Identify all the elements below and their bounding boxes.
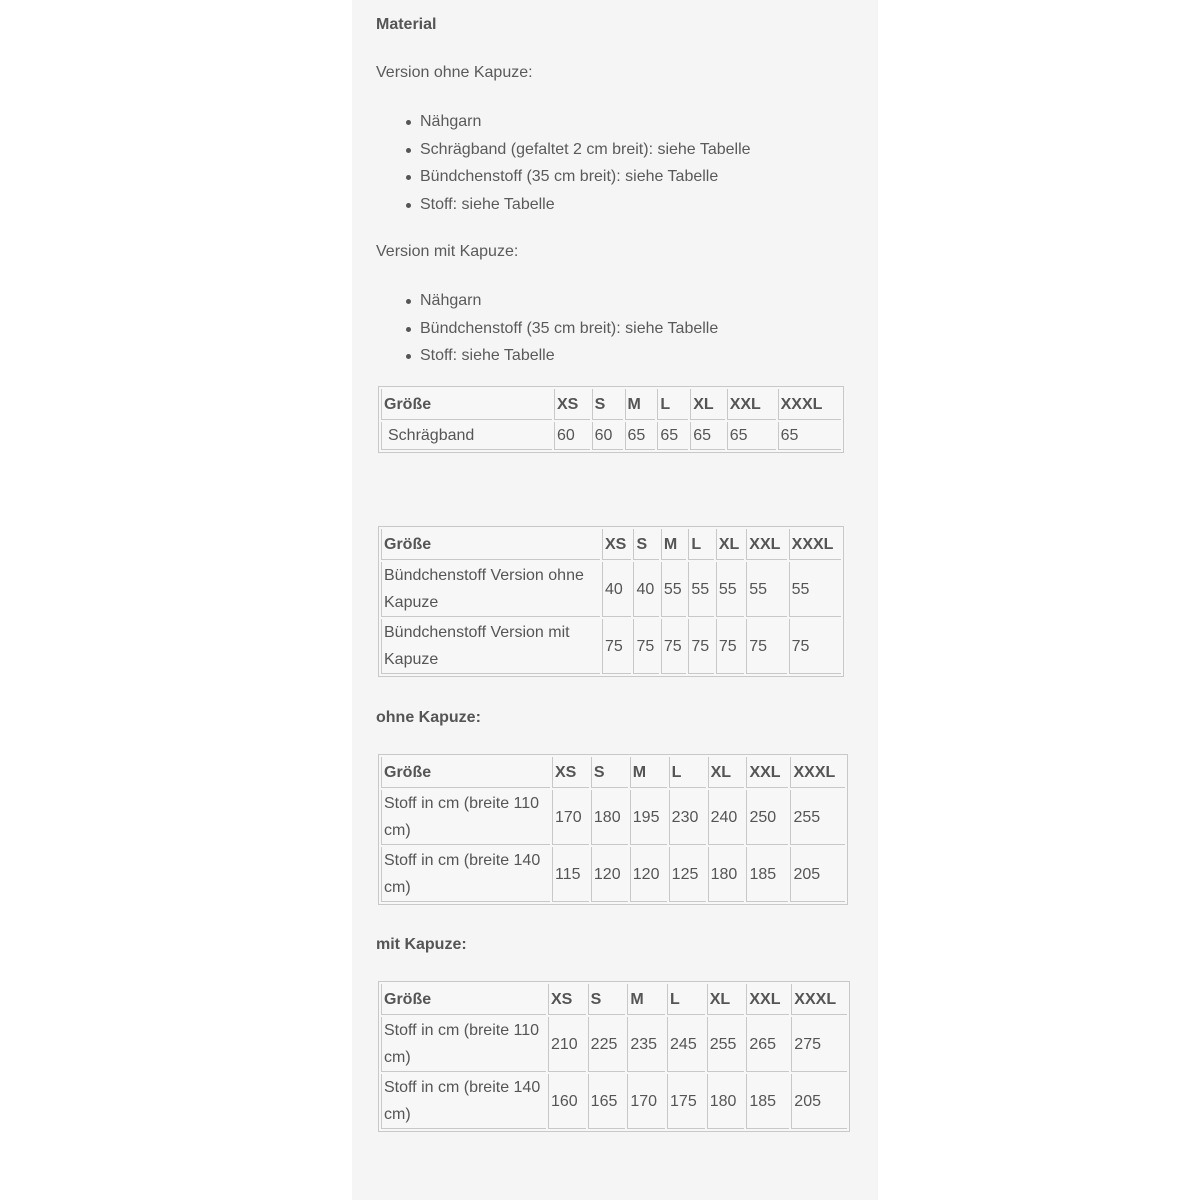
size-header: L [669,757,706,788]
table-cell: 180 [708,847,745,902]
list-item: Bündchenstoff (35 cm breit): siehe Tabelle [420,163,751,191]
size-header: M [630,757,667,788]
table-cell: 170 [627,1074,665,1129]
size-header: XXXL [791,984,847,1015]
table-header-row [381,389,841,420]
size-header: XXXL [790,757,845,788]
row-label: Stoff in cm (breite 140 cm) [381,1074,546,1129]
size-header: XXL [746,529,786,560]
size-header: S [588,984,626,1015]
table-cell: 55 [746,562,786,617]
size-header: XXXL [778,389,841,420]
table-cell: 225 [588,1017,626,1072]
row-label: Stoff in cm (breite 140 cm) [381,847,550,902]
list-item: Schrägband (gefaltet 2 cm breit): siehe Tabelle [420,136,751,164]
size-header: M [661,529,686,560]
size-header: XXL [727,389,776,420]
table-cell: 170 [552,790,589,845]
table-cell: 40 [602,562,631,617]
material-heading: Material [376,16,437,33]
table-cell: 250 [746,790,788,845]
table-cell: 240 [708,790,745,845]
row-label: Schrägband [381,422,552,450]
size-header: XXXL [789,529,841,560]
row-label: Bündchenstoff Version ohne Kapuze [381,562,600,617]
table-cell: 55 [661,562,686,617]
list-item: Bündchenstoff (35 cm breit): siehe Tabelle [420,315,718,343]
table-cell: 65 [625,422,656,450]
table-cell: 245 [667,1017,705,1072]
table-row [381,619,841,674]
row-label: Bündchenstoff Version mit Kapuze [381,619,600,674]
table-cell: 75 [746,619,786,674]
table-row [381,422,841,450]
table-cell: 235 [627,1017,665,1072]
table-cell: 55 [688,562,713,617]
table-cell: 195 [630,790,667,845]
table-cell: 65 [690,422,724,450]
size-header: XL [707,984,745,1015]
table-cell: 165 [588,1074,626,1129]
size-header-label: Größe [381,984,546,1015]
mit-materials-list [376,287,718,370]
list-item: Nähgarn [420,108,751,136]
size-header-label: Größe [381,757,550,788]
table-row [381,562,841,617]
table-cell: 265 [746,1017,789,1072]
table-cell: 255 [707,1017,745,1072]
table-cell: 75 [789,619,841,674]
table-cell: 180 [591,790,628,845]
mit-kapuze-heading: mit Kapuze: [376,936,467,953]
size-header: S [591,757,628,788]
table-cell: 60 [554,422,590,450]
table-cell: 230 [669,790,706,845]
row-label: Stoff in cm (breite 110 cm) [381,790,550,845]
table-row [381,790,845,845]
table-cell: 65 [657,422,688,450]
size-header: XL [690,389,724,420]
table-cell: 210 [548,1017,586,1072]
stoff-mit-kapuze-table [378,981,850,1132]
table-header-row [381,757,845,788]
size-header: XL [708,757,745,788]
size-header: L [688,529,713,560]
table-cell: 75 [633,619,658,674]
size-header: L [667,984,705,1015]
table-cell: 185 [746,1074,789,1129]
table-cell: 120 [630,847,667,902]
size-header: XXL [746,757,788,788]
size-header-label: Größe [381,529,600,560]
list-item: Stoff: siehe Tabelle [420,191,751,219]
buendchenstoff-table [378,526,844,677]
table-cell: 120 [591,847,628,902]
size-header: XL [716,529,744,560]
table-cell: 175 [667,1074,705,1129]
table-cell: 55 [789,562,841,617]
table-cell: 205 [791,1074,847,1129]
table-cell: 75 [716,619,744,674]
version-ohne-intro: Version ohne Kapuze: [376,64,533,81]
table-row [381,847,845,902]
table-cell: 115 [552,847,589,902]
table-cell: 255 [790,790,845,845]
size-header: XS [548,984,586,1015]
size-header: S [633,529,658,560]
table-header-row [381,529,841,560]
version-mit-intro: Version mit Kapuze: [376,243,519,260]
stoff-ohne-kapuze-table [378,754,848,905]
size-header: XXL [746,984,789,1015]
size-header: XS [554,389,590,420]
table-row [381,1017,847,1072]
row-label: Stoff in cm (breite 110 cm) [381,1017,546,1072]
table-cell: 75 [602,619,631,674]
table-cell: 40 [633,562,658,617]
list-item: Nähgarn [420,287,718,315]
table-cell: 55 [716,562,744,617]
table-cell: 65 [727,422,776,450]
table-cell: 75 [688,619,713,674]
size-header: M [625,389,656,420]
table-cell: 160 [548,1074,586,1129]
size-header: L [657,389,688,420]
table-cell: 275 [791,1017,847,1072]
table-cell: 65 [778,422,841,450]
table-cell: 180 [707,1074,745,1129]
ohne-kapuze-heading: ohne Kapuze: [376,709,481,726]
table-cell: 60 [592,422,623,450]
schraegband-table [378,386,844,453]
ohne-materials-list [376,108,751,218]
table-cell: 205 [790,847,845,902]
table-cell: 75 [661,619,686,674]
list-item: Stoff: siehe Tabelle [420,342,718,370]
table-header-row [381,984,847,1015]
size-header: XS [602,529,631,560]
table-cell: 125 [669,847,706,902]
size-header-label: Größe [381,389,552,420]
content-panel [352,0,878,1200]
table-row [381,1074,847,1129]
size-header: XS [552,757,589,788]
table-cell: 185 [746,847,788,902]
size-header: S [592,389,623,420]
size-header: M [627,984,665,1015]
